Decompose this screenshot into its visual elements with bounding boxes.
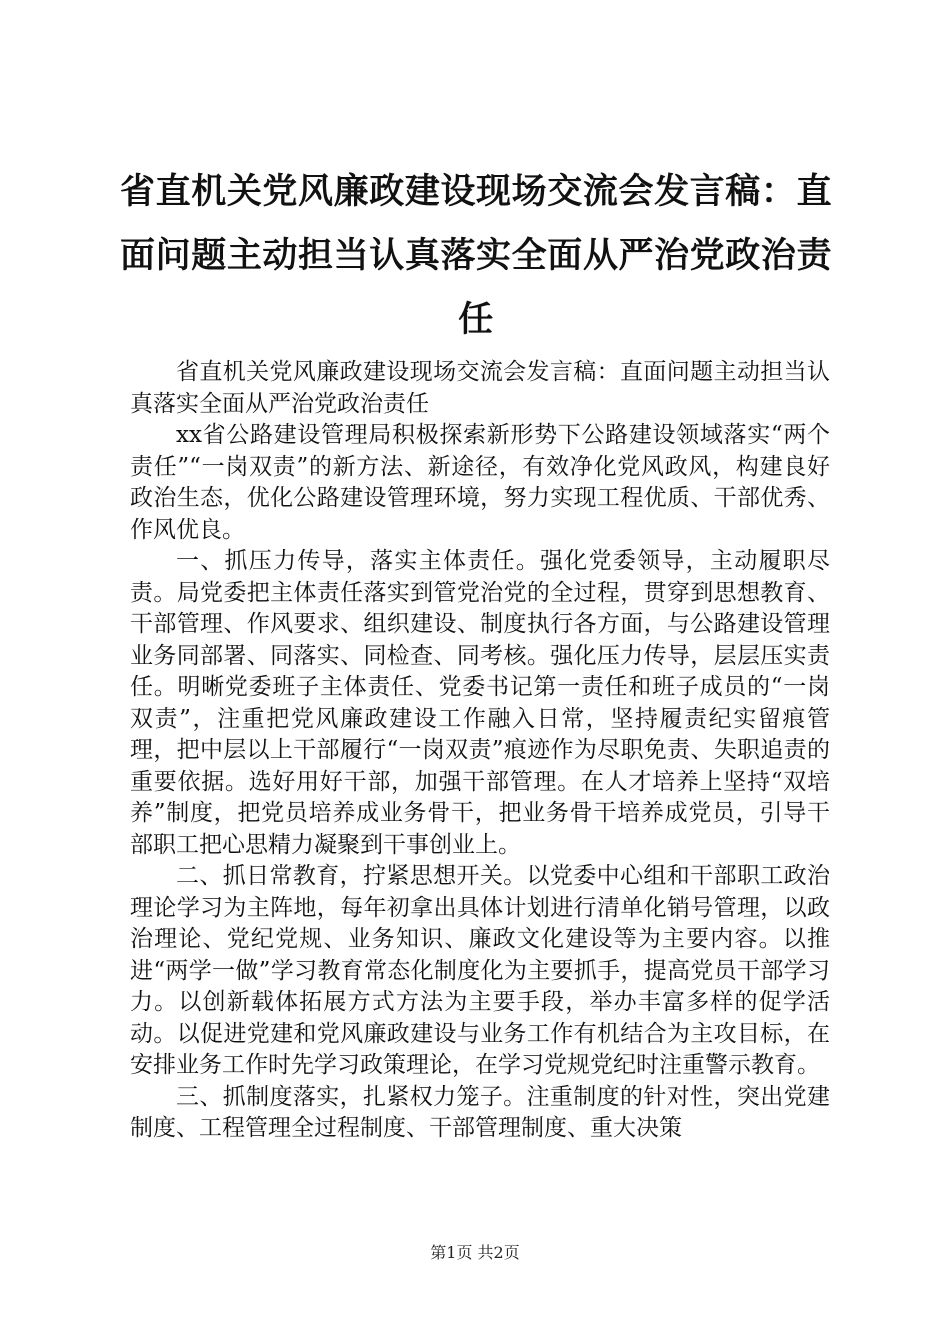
document-title: 省直机关党风廉政建设现场交流会发言稿：直面问题主动担当认真落实全面从严治党政治责任 [120,172,832,340]
paragraph-section-1: 一、抓压力传导，落实主体责任。强化党委领导，主动履职尽责。局党委把主体责任落实到管党治党的全过程，贯穿到思想教育、干部管理、作风要求、组织建设、制度执行各方面，与公路建设管理业务同部署、同落实、同检查、同考核。强化压力传导，层层压实责任。明晰党委班子主体责任、党委书记第一责任和班子成员的“一岗双责”，注重把党风廉政建设工作融入日常，坚持履责纪实留痕管理，把中层以上干部履行“一岗双责”痕迹作为尽职免责、失职追责的重要依据。选好用好干部，加强干部管理。在人才培养上坚持“双培养”制度，把党员培养成业务骨干，把业务骨干培养成党员，引导干部职工把心思精力凝聚到干事创业上。 [130,548,830,858]
document-body [130,357,830,1145]
page-number-footer: 第1页 共2页 [430,1243,520,1262]
paragraph-section-2: 二、抓日常教育，拧紧思想开关。以党委中心组和干部职工政治理论学习为主阵地，每年初拿出具体计划进行清单化销号管理，以政治理论、党纪党规、业务知识、廉政文化建设等为主要内容。以推进“两学一做”学习教育常态化制度化为主要抓手，提高党员干部学习力。以创新载体拓展方式方法为主要手段，举办丰富多样的促学活动。以促进党建和党风廉政建设与业务工作有机结合为主攻目标，在安排业务工作时先学习政策理论，在学习党规党纪时注重警示教育。 [130,863,830,1078]
paragraph-intro: xx省公路建设管理局积极探索新形势下公路建设领域落实“两个责任”“一岗双责”的新方法、新途径，有效净化党风政风，构建良好政治生态，优化公路建设管理环境，努力实现工程优质、干部优秀、作风优良。 [130,422,830,543]
paragraph-subtitle: 省直机关党风廉政建设现场交流会发言稿：直面问题主动担当认真落实全面从严治党政治责任 [130,359,830,417]
paragraph-section-3: 三、抓制度落实，扎紧权力笼子。注重制度的针对性，突出党建制度、工程管理全过程制度、干部管理制度、重大决策 [130,1083,830,1141]
